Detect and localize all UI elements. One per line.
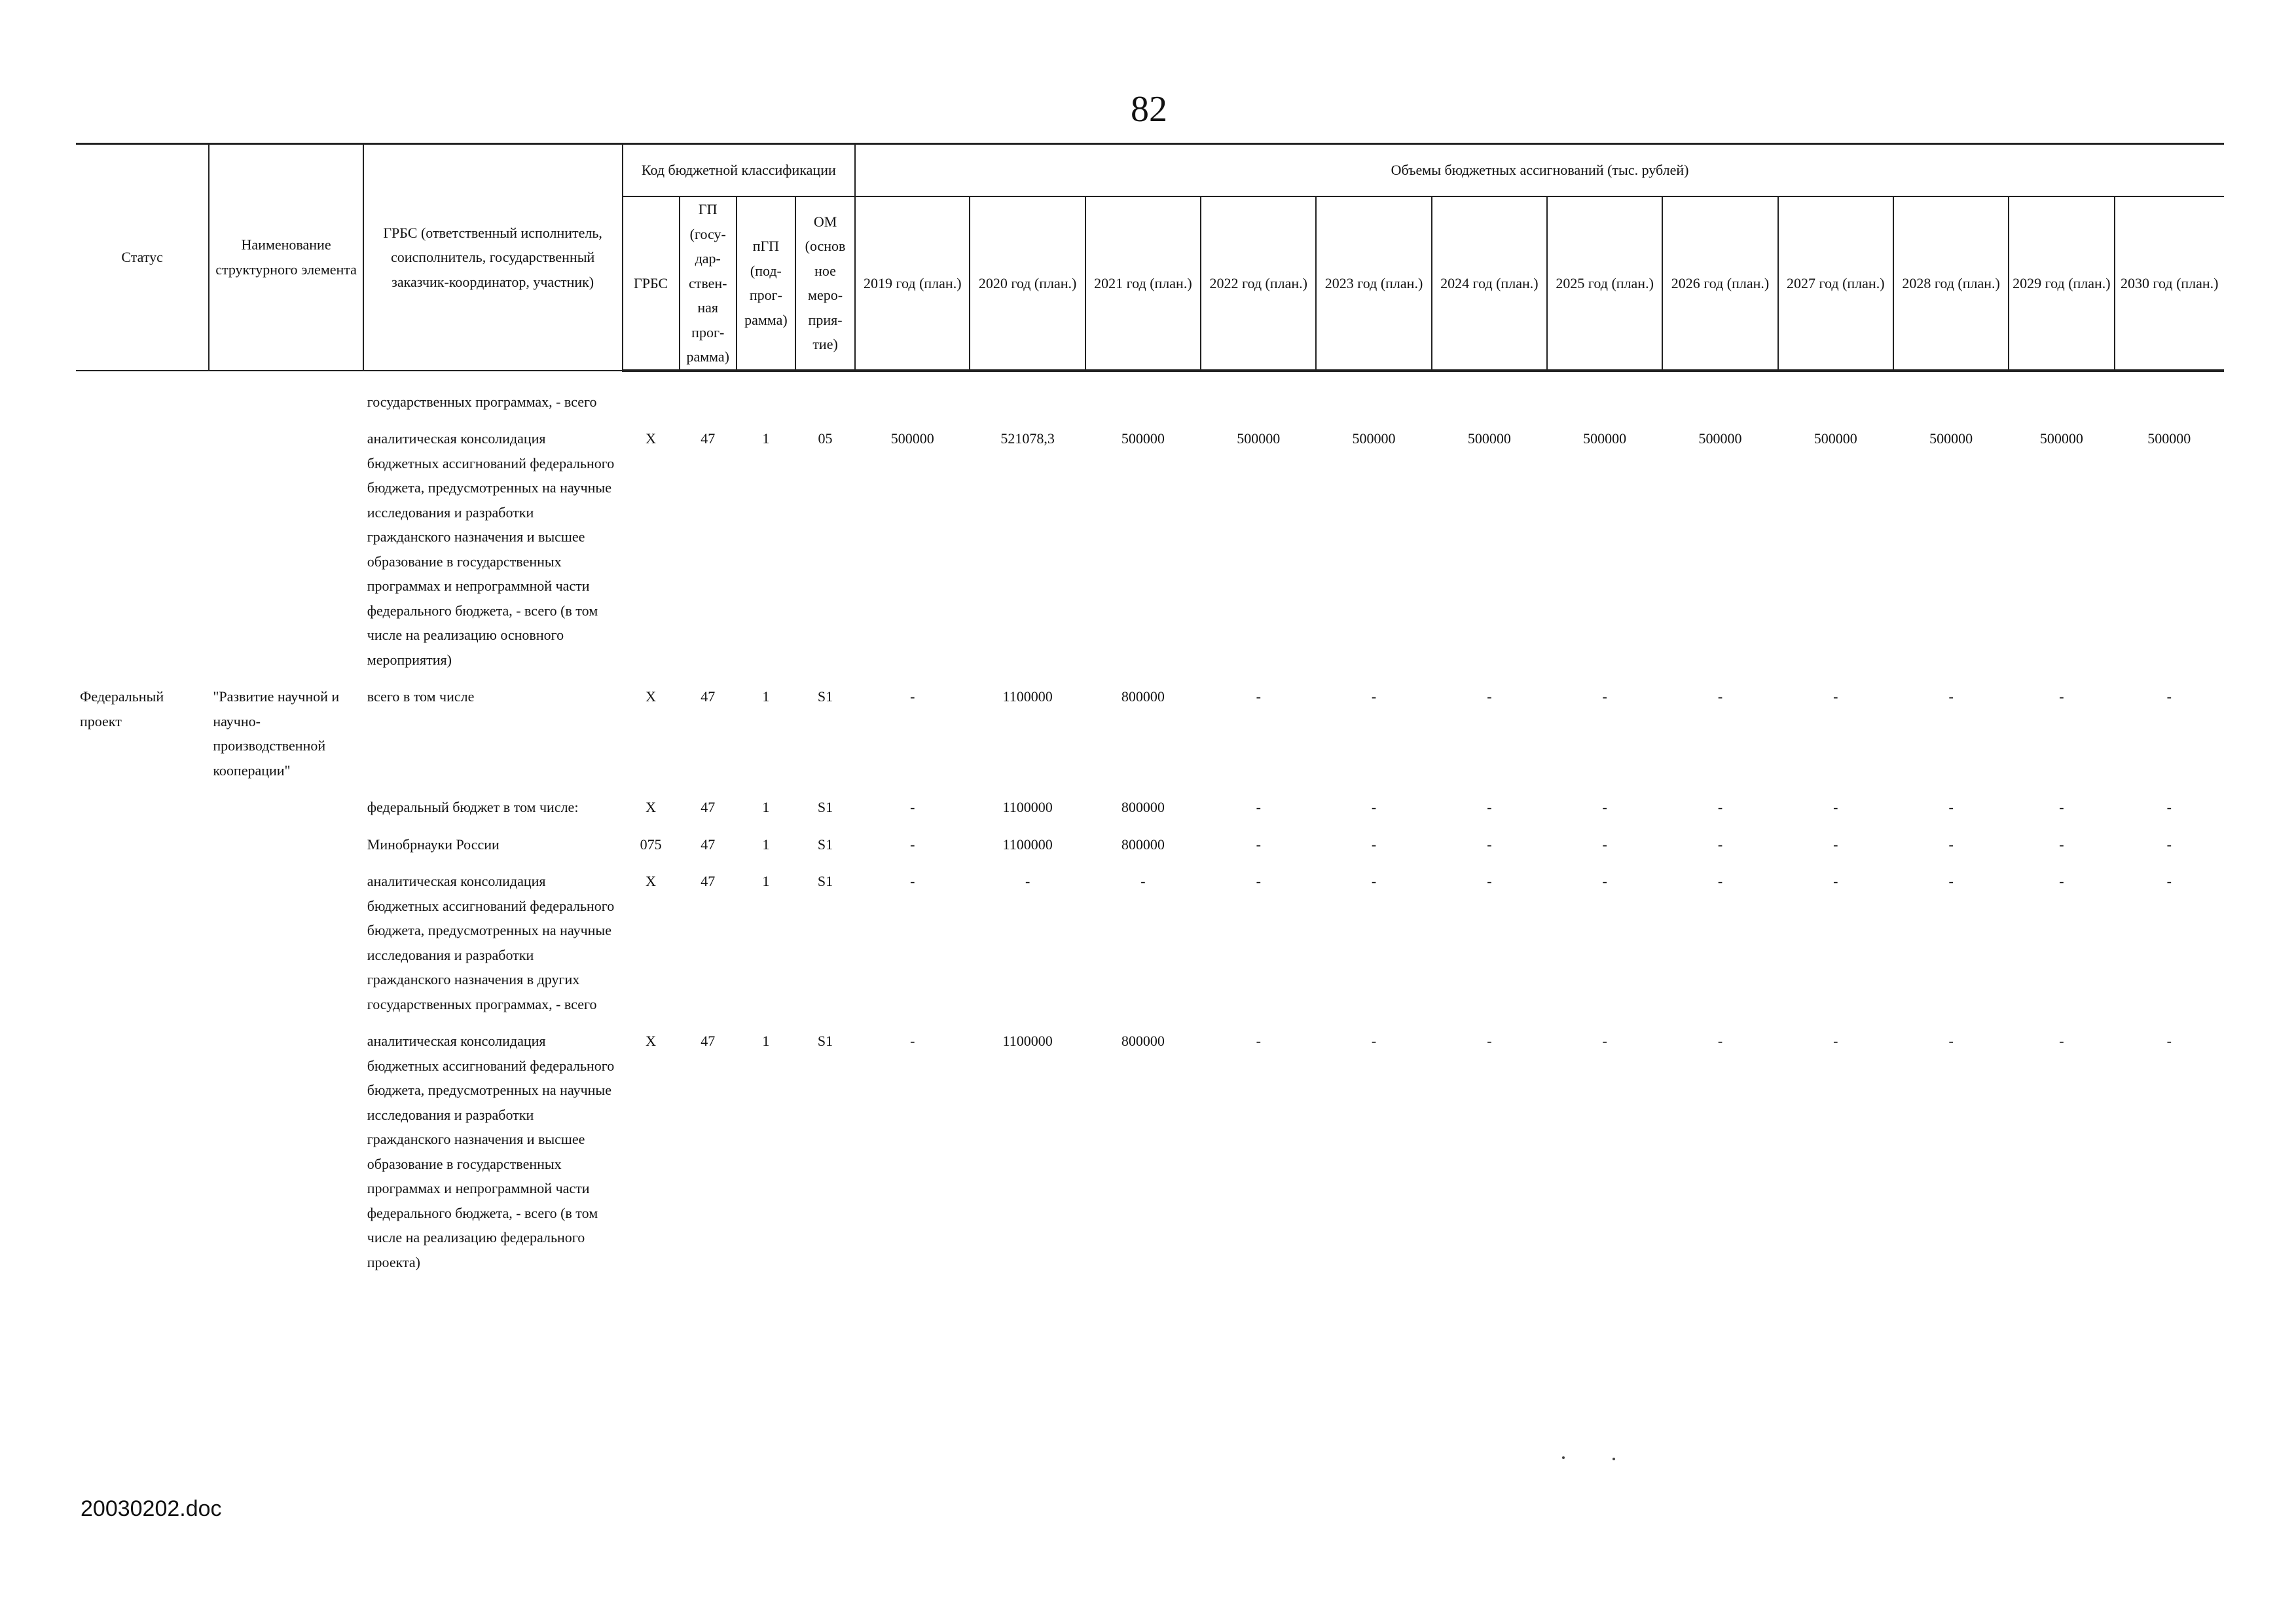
cell-grbs-full: государственных программах, - всего bbox=[367, 393, 597, 410]
cell-value: - bbox=[2059, 688, 2064, 705]
cell-value: - bbox=[1487, 799, 1492, 815]
header-om: ОМ (основ ное меро-прия-тие) bbox=[795, 196, 855, 371]
header-year: 2023 год (план.) bbox=[1316, 196, 1431, 371]
cell-element-name bbox=[209, 422, 363, 680]
cell-status bbox=[76, 828, 209, 865]
cell-value: 1100000 bbox=[1002, 688, 1053, 705]
cell-gp: 47 bbox=[701, 1033, 716, 1049]
cell-value: - bbox=[1371, 1033, 1377, 1049]
cell-grbs: X bbox=[646, 430, 657, 447]
cell-grbs: X bbox=[646, 1033, 657, 1049]
budget-table bbox=[76, 143, 2224, 1282]
cell-value: - bbox=[1948, 688, 1954, 705]
cell-value: - bbox=[2059, 873, 2064, 889]
cell-element-name bbox=[209, 385, 363, 422]
cell-pgp: 1 bbox=[762, 688, 770, 705]
header-budget-code: Код бюджетной классификации bbox=[623, 144, 856, 197]
cell-value bbox=[1201, 385, 1316, 422]
cell-grbs-full: аналитическая консолидация бюджетных ассигнований федерального бюджета, предусмотренных на научные исследования и разработки гражданского назначения и высшее образование в государственных программах и непрограммной части федерального бюджета, - всего (в том числе на реализацию федерального проекта) bbox=[367, 1033, 615, 1270]
cell-grbs: X bbox=[646, 688, 657, 705]
cell-value: 500000 bbox=[2039, 430, 2083, 447]
header-element-name: Наименование структурного элемента bbox=[209, 144, 363, 371]
cell-value: - bbox=[910, 688, 915, 705]
page-number: 82 bbox=[1131, 89, 1167, 130]
cell-value bbox=[1316, 385, 1431, 422]
cell-value: 800000 bbox=[1121, 688, 1165, 705]
cell-value: - bbox=[1833, 836, 1838, 853]
cell-status: Федеральный проект bbox=[80, 688, 164, 729]
cell-value: 1100000 bbox=[1002, 1033, 1053, 1049]
cell-value: - bbox=[1833, 799, 1838, 815]
cell-value: - bbox=[1602, 799, 1607, 815]
cell-value bbox=[2115, 385, 2224, 422]
cell-value: - bbox=[1371, 799, 1377, 815]
header-row-1 bbox=[76, 144, 2224, 197]
cell-pgp: 1 bbox=[762, 430, 770, 447]
cell-status bbox=[76, 864, 209, 1024]
cell-grbs: 075 bbox=[640, 836, 662, 853]
cell-value: - bbox=[1833, 1033, 1838, 1049]
table-row bbox=[76, 385, 2224, 422]
cell-value: - bbox=[1948, 836, 1954, 853]
cell-value: 521078,3 bbox=[1000, 430, 1055, 447]
cell-value bbox=[2009, 385, 2114, 422]
cell-value: - bbox=[1487, 688, 1492, 705]
cell-value: 1100000 bbox=[1002, 836, 1053, 853]
cell-value bbox=[970, 385, 1085, 422]
cell-value: - bbox=[1371, 688, 1377, 705]
cell-element-name bbox=[209, 828, 363, 865]
header-year: 2024 год (план.) bbox=[1432, 196, 1547, 371]
cell-value: - bbox=[2059, 836, 2064, 853]
cell-value: - bbox=[1833, 873, 1838, 889]
cell-value: - bbox=[1256, 799, 1261, 815]
header-year: 2028 год (план.) bbox=[1893, 196, 2009, 371]
cell-value: - bbox=[1602, 836, 1607, 853]
cell-gp: 47 bbox=[701, 836, 716, 853]
cell-gp: 47 bbox=[701, 799, 716, 815]
cell-value: 500000 bbox=[1583, 430, 1627, 447]
cell-om: S1 bbox=[817, 836, 833, 853]
cell-value bbox=[1432, 385, 1547, 422]
table-row bbox=[76, 422, 2224, 680]
cell-value: - bbox=[1371, 836, 1377, 853]
cell-pgp: 1 bbox=[762, 836, 770, 853]
cell-value: 500000 bbox=[1121, 430, 1165, 447]
cell-value: - bbox=[910, 799, 915, 815]
cell-pgp: 1 bbox=[762, 873, 770, 889]
cell-value: - bbox=[1371, 873, 1377, 889]
header-gp: ГП (госу-дар-ствен-ная прог-рамма) bbox=[680, 196, 737, 371]
cell-element-name: "Развитие научной и научно-производственной кооперации" bbox=[213, 688, 340, 779]
cell-grbs: X bbox=[646, 873, 657, 889]
cell-gp: 47 bbox=[701, 873, 716, 889]
cell-pgp: 1 bbox=[762, 1033, 770, 1049]
header-year: 2030 год (план.) bbox=[2115, 196, 2224, 371]
cell-value: - bbox=[2059, 1033, 2064, 1049]
cell-value: 500000 bbox=[1352, 430, 1396, 447]
cell-value: - bbox=[1833, 688, 1838, 705]
header-year: 2020 год (план.) bbox=[970, 196, 1085, 371]
cell-value: - bbox=[2166, 688, 2172, 705]
cell-grbs-full: Минобрнауки России bbox=[367, 836, 500, 853]
cell-value: - bbox=[1487, 836, 1492, 853]
table-row bbox=[76, 680, 2224, 790]
cell-om: S1 bbox=[817, 688, 833, 705]
cell-pgp: 1 bbox=[762, 799, 770, 815]
cell-value: 1100000 bbox=[1002, 799, 1053, 815]
cell-element-name bbox=[209, 864, 363, 1024]
cell-grbs: X bbox=[646, 799, 657, 815]
cell-value: - bbox=[1487, 1033, 1492, 1049]
cell-grbs-full: аналитическая консолидация бюджетных ассигнований федерального бюджета, предусмотренных на научные исследования и разработки гражданского назначения и высшее образование в государственных программах и непрограммной части федерального бюджета, - всего (в том числе на реализацию основного мероприятия) bbox=[367, 430, 615, 668]
cell-value: - bbox=[1025, 873, 1030, 889]
cell-status bbox=[76, 422, 209, 680]
cell-om: S1 bbox=[817, 873, 833, 889]
cell-value: - bbox=[2166, 873, 2172, 889]
cell-value bbox=[1778, 385, 1893, 422]
cell-value: - bbox=[1717, 873, 1723, 889]
header-grbs: ГРБС bbox=[623, 196, 680, 371]
header-year: 2026 год (план.) bbox=[1662, 196, 1777, 371]
header-year: 2022 год (план.) bbox=[1201, 196, 1316, 371]
cell-pgp bbox=[737, 385, 795, 422]
cell-value: 500000 bbox=[890, 430, 934, 447]
cell-grbs bbox=[623, 385, 680, 422]
cell-value bbox=[855, 385, 970, 422]
cell-value: - bbox=[910, 873, 915, 889]
cell-value: - bbox=[1717, 1033, 1723, 1049]
cell-value: - bbox=[2166, 799, 2172, 815]
cell-status bbox=[76, 385, 209, 422]
header-grbs-full: ГРБС (ответственный исполнитель, соисполнитель, государственный заказчик-координатор, участник) bbox=[363, 144, 623, 371]
cell-value: - bbox=[2059, 799, 2064, 815]
cell-grbs-full: аналитическая консолидация бюджетных ассигнований федерального бюджета, предусмотренных на научные исследования и разработки гражданского назначения в других государственных программах, - всего bbox=[367, 873, 615, 1012]
cell-value: - bbox=[1256, 1033, 1261, 1049]
cell-status bbox=[76, 790, 209, 828]
cell-value bbox=[1662, 385, 1777, 422]
cell-value: 500000 bbox=[2147, 430, 2191, 447]
cell-gp: 47 bbox=[701, 430, 716, 447]
table-row bbox=[76, 828, 2224, 865]
cell-value: - bbox=[1256, 873, 1261, 889]
cell-value: - bbox=[1948, 1033, 1954, 1049]
cell-status bbox=[76, 1024, 209, 1282]
cell-value: - bbox=[1602, 688, 1607, 705]
cell-element-name bbox=[209, 1024, 363, 1282]
cell-value: - bbox=[1256, 688, 1261, 705]
cell-value: 800000 bbox=[1121, 836, 1165, 853]
cell-value: 800000 bbox=[1121, 799, 1165, 815]
cell-gp: 47 bbox=[701, 688, 716, 705]
table-row bbox=[76, 790, 2224, 828]
cell-grbs-full: всего в том числе bbox=[367, 688, 475, 705]
cell-value: 500000 bbox=[1237, 430, 1281, 447]
table-body bbox=[76, 371, 2224, 1283]
cell-value: - bbox=[1602, 873, 1607, 889]
cell-value bbox=[1085, 385, 1201, 422]
header-volumes: Объемы бюджетных ассигнований (тыс. рублей) bbox=[855, 144, 2224, 197]
cell-grbs-full: федеральный бюджет в том числе: bbox=[367, 799, 579, 815]
cell-om bbox=[795, 385, 855, 422]
cell-value: 800000 bbox=[1121, 1033, 1165, 1049]
cell-value: - bbox=[1717, 836, 1723, 853]
cell-value: 500000 bbox=[1929, 430, 1973, 447]
cell-value: - bbox=[2166, 1033, 2172, 1049]
cell-element-name bbox=[209, 790, 363, 828]
cell-value: - bbox=[1140, 873, 1146, 889]
header-year: 2025 год (план.) bbox=[1547, 196, 1662, 371]
cell-value: - bbox=[1602, 1033, 1607, 1049]
cell-value: - bbox=[910, 1033, 915, 1049]
table-row bbox=[76, 864, 2224, 1024]
cell-om: 05 bbox=[818, 430, 833, 447]
cell-value: - bbox=[1717, 688, 1723, 705]
cell-value: 500000 bbox=[1698, 430, 1742, 447]
cell-value bbox=[1547, 385, 1662, 422]
header-status: Статус bbox=[76, 144, 209, 371]
cell-value bbox=[1893, 385, 2009, 422]
cell-value: - bbox=[1948, 873, 1954, 889]
header-year: 2029 год (план.) bbox=[2009, 196, 2114, 371]
cell-value: 500000 bbox=[1813, 430, 1857, 447]
cell-value: - bbox=[1487, 873, 1492, 889]
header-year: 2027 год (план.) bbox=[1778, 196, 1893, 371]
header-year: 2021 год (план.) bbox=[1085, 196, 1201, 371]
cell-om: S1 bbox=[817, 799, 833, 815]
cell-value: - bbox=[1256, 836, 1261, 853]
cell-value: - bbox=[2166, 836, 2172, 853]
cell-value: - bbox=[910, 836, 915, 853]
cell-value: 500000 bbox=[1467, 430, 1511, 447]
table-row bbox=[76, 1024, 2224, 1282]
scan-specks bbox=[1561, 1452, 1620, 1458]
cell-om: S1 bbox=[817, 1033, 833, 1049]
cell-gp bbox=[680, 385, 737, 422]
cell-value: - bbox=[1948, 799, 1954, 815]
header-pgp: пГП (под-прог-рамма) bbox=[737, 196, 795, 371]
cell-value: - bbox=[1717, 799, 1723, 815]
header-year: 2019 год (план.) bbox=[855, 196, 970, 371]
footer-filename: 20030202.doc bbox=[81, 1496, 222, 1521]
